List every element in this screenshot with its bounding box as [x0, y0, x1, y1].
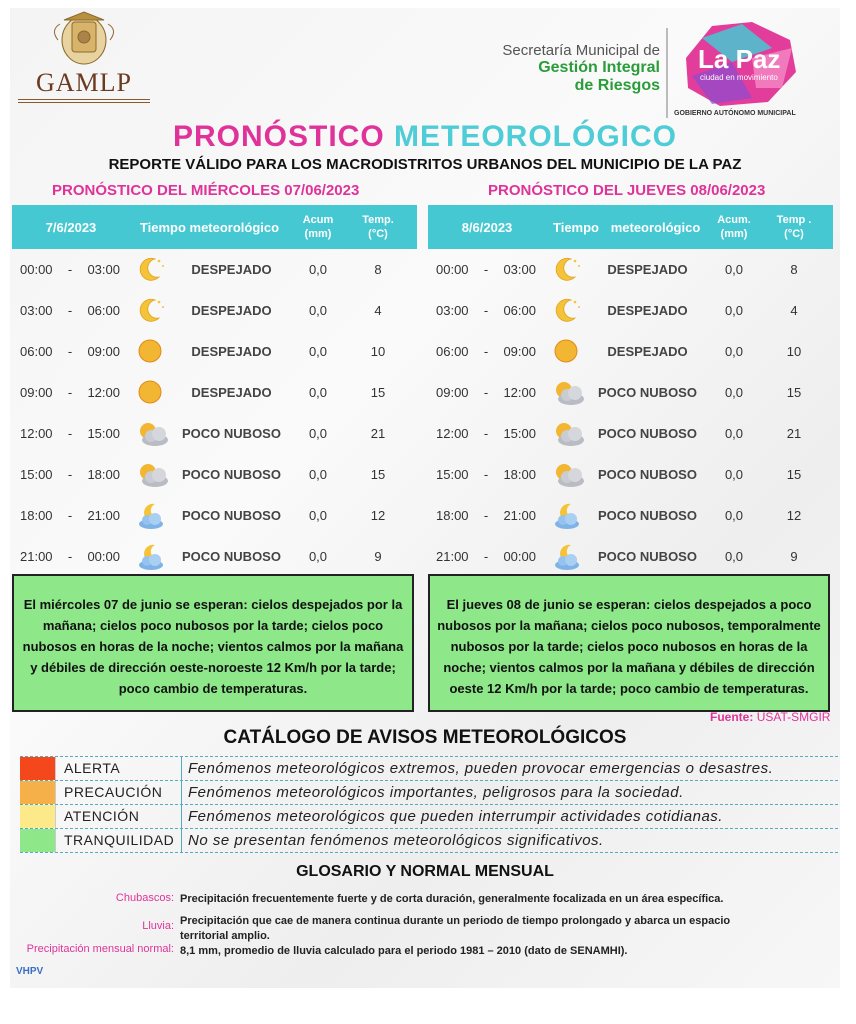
glossary-definition: 8,1 mm, promedio de lluvia calculado para el periodo 1981 – 2010 (dato de SENAMHI).: [180, 945, 628, 957]
time-from: 21:00: [20, 549, 53, 564]
catalog-table: [20, 756, 838, 853]
level-description: Fenómenos meteorológicos que pueden interrumpir actividades cotidianas.: [188, 808, 723, 825]
time-range: [12, 549, 130, 564]
temperature-value: 15: [370, 385, 386, 400]
time-from: 00:00: [436, 262, 469, 277]
temperature-value: 12: [370, 508, 386, 523]
precipitation-value: 0,0: [724, 549, 744, 564]
temperature-value: 15: [786, 467, 802, 482]
forecast-row: [12, 249, 417, 290]
precipitation-value: 0,0: [308, 262, 328, 277]
catalog-row-atención: [20, 805, 838, 829]
title-part-1: PRONÓSTICO: [172, 120, 385, 153]
weather-condition: POCO NUBOSO: [598, 426, 697, 441]
header-acum: Acum. (mm): [717, 214, 751, 240]
temperature-value: 9: [790, 549, 798, 564]
time-sep: -: [67, 467, 73, 482]
time-from: 00:00: [20, 262, 53, 277]
day-1-title: PRONÓSTICO DEL MIÉRCOLES 07/06/2023: [52, 182, 360, 199]
time-from: 15:00: [436, 467, 469, 482]
time-range: [428, 303, 546, 318]
level-name: TRANQUILIDAD: [56, 829, 182, 852]
precipitation-value: 0,0: [308, 549, 328, 564]
time-sep: -: [483, 262, 489, 277]
time-to: 15:00: [87, 426, 120, 441]
day-1-description: El miércoles 07 de junio se esperan: cielos despejados por la mañana; cielos poco nubosos por la tarde; cielos poco nubosos en horas de la noche; vientos calmos por la mañana y débiles de dirección oeste-noroeste 12 Km/h por la tarde; poco cambio de temperaturas.: [12, 574, 414, 712]
weather-condition: DESPEJADO: [191, 303, 272, 318]
forecast-row: [12, 495, 417, 536]
source-value: USAT-SMGIR: [756, 710, 831, 724]
weather-condition: DESPEJADO: [607, 262, 688, 277]
time-sep: -: [483, 467, 489, 482]
forecast-table-day-2: [428, 205, 833, 577]
time-to: 09:00: [87, 344, 120, 359]
header-weather-a: Tiempo: [553, 219, 599, 235]
temperature-value: 15: [786, 385, 802, 400]
time-range: [12, 426, 130, 441]
time-range: [428, 549, 546, 564]
precipitation-value: 0,0: [724, 262, 744, 277]
temperature-value: 10: [370, 344, 386, 359]
catalog-row-precaución: [20, 781, 838, 805]
lapaz-tagline: ciudad en movimiento: [700, 73, 778, 82]
time-from: 03:00: [20, 303, 53, 318]
day-2-description: El jueves 08 de junio se esperan: cielos despejados a poco nubosos por la mañana; cielos poco nubosos, temporalmente nubosos por la tarde; cielos poco nubosos en horas de la noche; vientos calmos por la mañana y débiles de dirección oeste 12 Km/h por la tarde; poco cambio de temperaturas.: [428, 574, 830, 712]
weather-condition: POCO NUBOSO: [182, 549, 281, 564]
glossary-definition: Precipitación que cae de manera continua durante un periodo de tiempo prolongado y abarca un espacio territorial amplio.: [180, 915, 731, 942]
sun-cloud-icon: [130, 460, 174, 490]
time-range: [12, 303, 130, 318]
forecast-row: [428, 536, 833, 577]
time-sep: -: [67, 508, 73, 523]
forecast-row: [12, 290, 417, 331]
report-subtitle: REPORTE VÁLIDO PARA LOS MACRODISTRITOS URBANOS DEL MUNICIPIO DE LA PAZ: [108, 156, 742, 173]
gamlp-logo: [14, 10, 154, 110]
time-from: 09:00: [20, 385, 53, 400]
level-name: PRECAUCIÓN: [56, 781, 182, 804]
secretaria-line-1: Secretaría Municipal de: [502, 42, 660, 59]
time-sep: -: [67, 549, 73, 564]
forecast-row: [12, 413, 417, 454]
time-to: 06:00: [87, 303, 120, 318]
day-2-title: PRONÓSTICO DEL JUEVES 08/06/2023: [488, 182, 766, 199]
time-to: 15:00: [503, 426, 536, 441]
sun-cloud-icon: [546, 460, 590, 490]
time-to: 21:00: [87, 508, 120, 523]
moon-icon: [546, 255, 590, 285]
forecast-row: [12, 331, 417, 372]
time-from: 12:00: [436, 426, 469, 441]
time-to: 12:00: [87, 385, 120, 400]
time-from: 12:00: [20, 426, 53, 441]
secretaria-line-3: de Riesgos: [574, 77, 660, 94]
moon-icon: [546, 296, 590, 326]
table-header: [12, 205, 417, 249]
time-from: 06:00: [436, 344, 469, 359]
moon-cloud-icon: [130, 501, 174, 531]
time-sep: -: [67, 426, 73, 441]
glossary-definition: Precipitación frecuentemente fuerte y de corta duración, generalmente focalizada en un área específica.: [180, 893, 724, 905]
temperature-value: 8: [790, 262, 798, 277]
weather-condition: DESPEJADO: [191, 385, 272, 400]
forecast-row: [428, 454, 833, 495]
moon-icon: [130, 296, 174, 326]
glossary-term: Chubascos:: [115, 892, 174, 904]
header-date: 8/6/2023: [461, 219, 513, 235]
temperature-value: 10: [786, 344, 802, 359]
level-description: Fenómenos meteorológicos importantes, peligrosos para la sociedad.: [188, 784, 684, 801]
time-to: 00:00: [503, 549, 536, 564]
source-label: Fuente: USAT-SMGIR: [710, 710, 831, 724]
header-divider: [666, 28, 668, 118]
time-to: 06:00: [503, 303, 536, 318]
time-range: [428, 426, 546, 441]
level-color-swatch: [20, 829, 56, 852]
level-description: Fenómenos meteorológicos extremos, pueden provocar emergencias o desastres.: [188, 760, 774, 777]
weather-condition: POCO NUBOSO: [598, 549, 697, 564]
forecast-row: [428, 331, 833, 372]
glossary-item-chubascos: [10, 892, 840, 907]
weather-condition: POCO NUBOSO: [598, 385, 697, 400]
time-to: 12:00: [503, 385, 536, 400]
precipitation-value: 0,0: [308, 344, 328, 359]
forecast-row: [428, 372, 833, 413]
time-from: 15:00: [20, 467, 53, 482]
weather-condition: DESPEJADO: [191, 262, 272, 277]
lapaz-logo: [672, 18, 802, 110]
sun-icon: [130, 337, 174, 367]
sun-cloud-icon: [546, 419, 590, 449]
precipitation-value: 0,0: [308, 385, 328, 400]
precipitation-value: 0,0: [724, 467, 744, 482]
glossary-term: Precipitación mensual normal:: [26, 943, 174, 955]
time-sep: -: [483, 426, 489, 441]
catalog-row-alerta: [20, 757, 838, 781]
page-title: [10, 120, 840, 154]
precipitation-value: 0,0: [724, 344, 744, 359]
level-description: No se presentan fenómenos meteorológicos significativos.: [188, 832, 604, 849]
time-range: [12, 262, 130, 277]
table-header: [428, 205, 833, 249]
temperature-value: 8: [374, 262, 382, 277]
temperature-value: 4: [374, 303, 382, 318]
time-sep: -: [483, 385, 489, 400]
sun-cloud-icon: [546, 378, 590, 408]
time-from: 18:00: [20, 508, 53, 523]
temperature-value: 12: [786, 508, 802, 523]
weather-condition: DESPEJADO: [607, 303, 688, 318]
time-to: 18:00: [87, 467, 120, 482]
time-sep: -: [483, 344, 489, 359]
time-sep: -: [67, 344, 73, 359]
time-to: 03:00: [503, 262, 536, 277]
time-to: 21:00: [503, 508, 536, 523]
time-range: [12, 467, 130, 482]
moon-cloud-icon: [546, 501, 590, 531]
time-sep: -: [67, 262, 73, 277]
gobierno-label: GOBIERNO AUTÓNOMO MUNICIPAL: [674, 110, 796, 117]
moon-cloud-icon: [546, 542, 590, 572]
level-name: ATENCIÓN: [56, 805, 182, 828]
forecast-table-day-1: [12, 205, 417, 577]
lapaz-wordmark: La Paz: [698, 44, 781, 74]
time-range: [428, 262, 546, 277]
time-sep: -: [483, 549, 489, 564]
temperature-value: 21: [786, 426, 802, 441]
time-range: [428, 385, 546, 400]
precipitation-value: 0,0: [308, 303, 328, 318]
header-temp: Temp. (°C): [362, 214, 394, 240]
forecast-row: [428, 290, 833, 331]
weather-condition: DESPEJADO: [191, 344, 272, 359]
time-range: [428, 344, 546, 359]
title-part-2: METEOROLÓGICO: [394, 120, 678, 153]
temperature-value: 4: [790, 303, 798, 318]
time-to: 09:00: [503, 344, 536, 359]
time-range: [428, 467, 546, 482]
time-from: 18:00: [436, 508, 469, 523]
time-sep: -: [483, 508, 489, 523]
time-to: 03:00: [87, 262, 120, 277]
time-range: [12, 385, 130, 400]
gamlp-underline: [18, 99, 150, 103]
header-temp: Temp . (°C): [776, 214, 812, 240]
forecast-row: [428, 495, 833, 536]
header-date: 7/6/2023: [45, 219, 97, 235]
gamlp-wordmark: GAMLP: [35, 68, 132, 97]
header-weather-b: meteorológico: [610, 219, 701, 235]
weather-condition: DESPEJADO: [607, 344, 688, 359]
time-from: 21:00: [436, 549, 469, 564]
coat-of-arms-icon: [14, 10, 154, 70]
header-acum: Acum (mm): [302, 214, 334, 240]
weather-condition: POCO NUBOSO: [182, 467, 281, 482]
temperature-value: 9: [374, 549, 382, 564]
forecast-row: [12, 536, 417, 577]
precipitation-value: 0,0: [724, 508, 744, 523]
precipitation-value: 0,0: [308, 426, 328, 441]
temperature-value: 21: [370, 426, 386, 441]
forecast-row: [12, 372, 417, 413]
time-from: 06:00: [20, 344, 53, 359]
sun-icon: [546, 337, 590, 367]
sun-cloud-icon: [130, 419, 174, 449]
header-weather: Tiempo meteorológico: [139, 219, 280, 235]
precipitation-value: 0,0: [308, 467, 328, 482]
precipitation-value: 0,0: [724, 303, 744, 318]
weather-condition: POCO NUBOSO: [182, 508, 281, 523]
level-color-swatch: [20, 781, 56, 804]
moon-icon: [130, 255, 174, 285]
time-range: [12, 508, 130, 523]
time-from: 09:00: [436, 385, 469, 400]
catalog-title: CATÁLOGO DE AVISOS METEOROLÓGICOS: [223, 727, 627, 748]
sun-icon: [130, 378, 174, 408]
precipitation-value: 0,0: [308, 508, 328, 523]
time-range: [12, 344, 130, 359]
level-color-swatch: [20, 757, 56, 780]
catalog-row-tranquilidad: [20, 829, 838, 853]
weather-condition: POCO NUBOSO: [598, 467, 697, 482]
time-to: 00:00: [87, 549, 120, 564]
glossary-item-normal: [10, 942, 840, 959]
secretaria-line-2: Gestión Integral: [538, 59, 660, 76]
time-sep: -: [67, 385, 73, 400]
secretaria-logo: [490, 42, 660, 95]
weather-condition: POCO NUBOSO: [598, 508, 697, 523]
forecast-report: [10, 8, 840, 988]
glossary-term: Lluvia:: [142, 920, 174, 932]
moon-cloud-icon: [130, 542, 174, 572]
precipitation-value: 0,0: [724, 426, 744, 441]
time-range: [428, 508, 546, 523]
glossary-title: GLOSARIO Y NORMAL MENSUAL: [296, 863, 554, 880]
forecast-row: [428, 249, 833, 290]
time-to: 18:00: [503, 467, 536, 482]
level-name: ALERTA: [56, 757, 182, 780]
author-initials: VHPV: [16, 966, 44, 977]
time-sep: -: [67, 303, 73, 318]
time-sep: -: [483, 303, 489, 318]
time-from: 03:00: [436, 303, 469, 318]
weather-condition: POCO NUBOSO: [182, 426, 281, 441]
forecast-row: [428, 413, 833, 454]
precipitation-value: 0,0: [724, 385, 744, 400]
temperature-value: 15: [370, 467, 386, 482]
glossary-item-lluvia: [10, 914, 840, 944]
level-color-swatch: [20, 805, 56, 828]
forecast-row: [12, 454, 417, 495]
